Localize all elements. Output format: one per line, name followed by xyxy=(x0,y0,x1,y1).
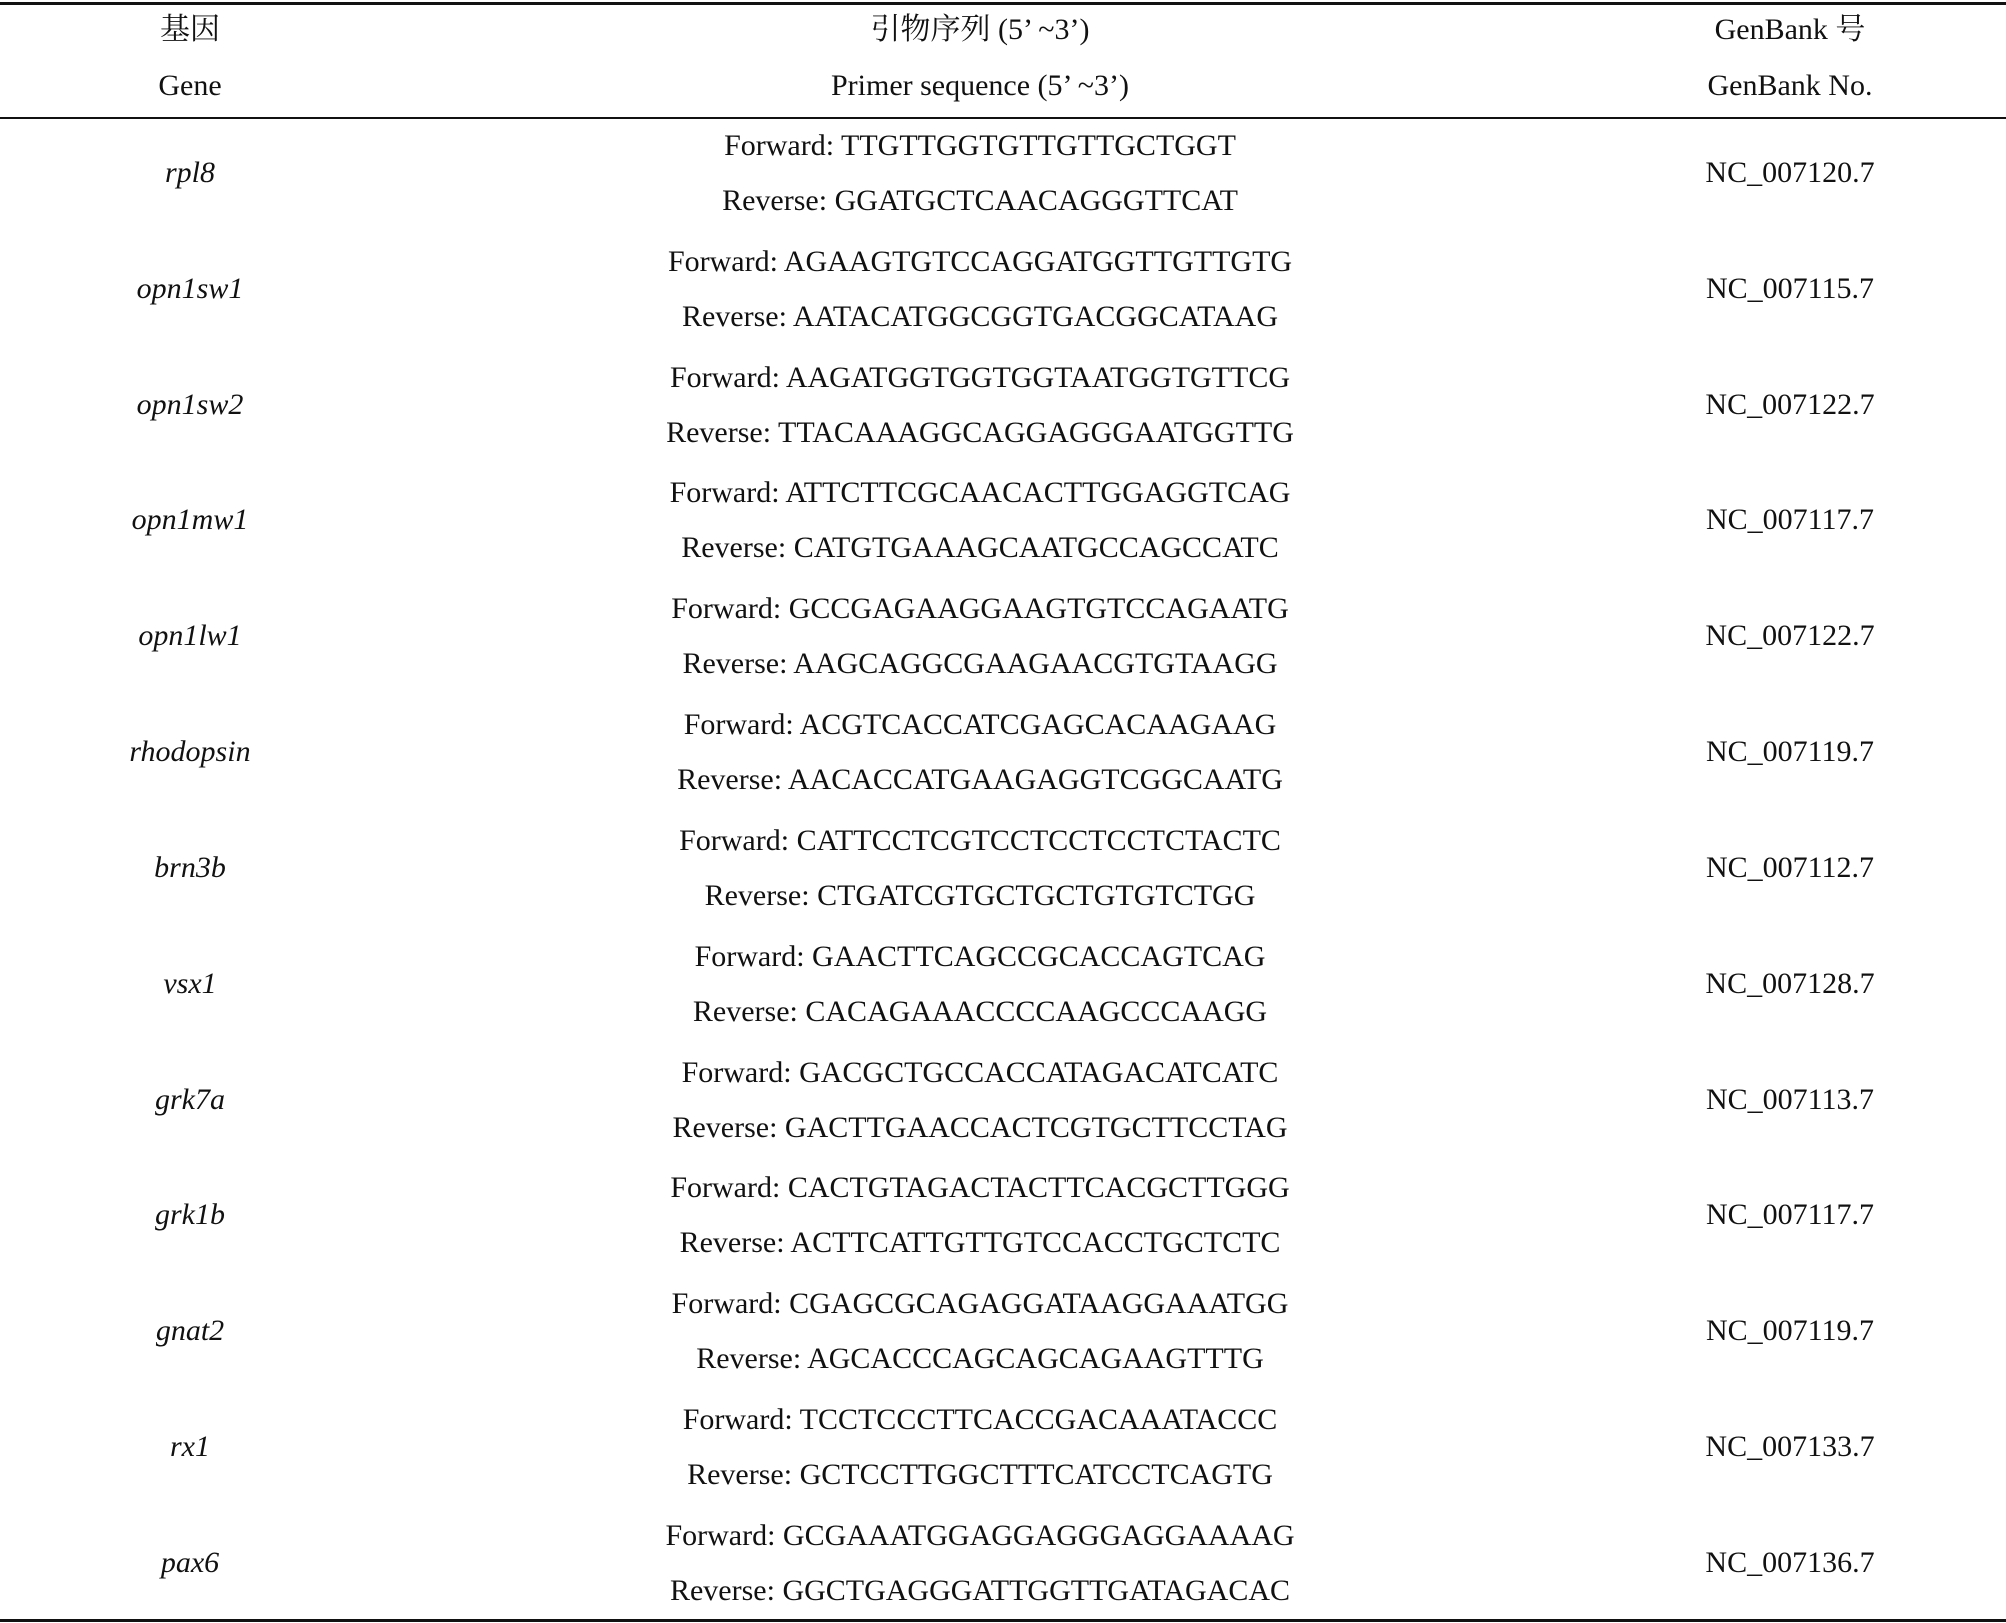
reverse-primer-cell xyxy=(500,415,1460,451)
forward-primer-cell xyxy=(500,1402,1460,1438)
forward-primer-cell xyxy=(500,1170,1460,1206)
reverse-sequence: GACTTGAACCACTCGTGCTTCCTAG xyxy=(784,1110,1288,1144)
reverse-label: Reverse: xyxy=(666,415,772,449)
forward-sequence: CGAGCGCAGAGGATAAGGAAATGG xyxy=(789,1287,1289,1321)
header-genbank-cn: GenBank 号 xyxy=(1714,13,1866,46)
forward-primer-cell xyxy=(500,1518,1460,1554)
genbank-accession-cell: NC_007133.7 xyxy=(1705,1430,1875,1464)
header-genbank-en: GenBank No. xyxy=(1707,69,1873,102)
reverse-primer-cell xyxy=(500,1341,1460,1377)
forward-label: Forward: xyxy=(669,360,780,394)
gene-name-cell: rpl8 xyxy=(164,156,215,189)
reverse-primer-cell xyxy=(500,1457,1460,1493)
reverse-primer-cell xyxy=(500,994,1460,1030)
reverse-sequence: ACTTCATTGTTGTCCACCTGCTCTC xyxy=(790,1226,1281,1260)
reverse-sequence: GGATGCTCAACAGGGTTCAT xyxy=(834,184,1238,217)
reverse-primer-cell xyxy=(500,1573,1460,1609)
forward-primer-cell xyxy=(500,939,1460,975)
reverse-label: Reverse: xyxy=(687,1458,793,1492)
table-bottom-rule xyxy=(0,1619,2006,1622)
gene-name-cell: grk1b xyxy=(155,1198,225,1232)
header-primer-en: Primer sequence (5’ ~3’) xyxy=(830,69,1130,102)
gene-name-cell: gnat2 xyxy=(155,1314,225,1348)
forward-label: Forward: xyxy=(665,1518,776,1552)
forward-primer-cell xyxy=(500,475,1460,511)
genbank-accession-cell: NC_007122.7 xyxy=(1705,387,1875,421)
reverse-label: Reverse: xyxy=(681,531,787,565)
genbank-accession-cell: NC_007117.7 xyxy=(1705,503,1875,537)
forward-label: Forward: xyxy=(681,1055,792,1089)
forward-sequence: AAGATGGTGGTGGTAATGGTGTTCG xyxy=(785,360,1291,394)
forward-sequence: TTGTTGGTGTTGTTGCTGGT xyxy=(841,129,1236,162)
genbank-accession-cell: NC_007117.7 xyxy=(1705,1198,1875,1232)
forward-sequence: GAACTTCAGCCGCACCAGTCAG xyxy=(812,939,1266,973)
forward-primer-cell xyxy=(500,1286,1460,1322)
forward-sequence: CACTGTAGACTACTTCACGCTTGGG xyxy=(787,1171,1290,1205)
reverse-sequence: TTACAAAGGCAGGAGGGAATGGTTG xyxy=(778,415,1294,449)
reverse-sequence: AAGCAGGCGAAGAACGTGTAAGG xyxy=(793,647,1278,681)
forward-label: Forward: xyxy=(670,1171,781,1205)
forward-sequence: TCCTCCCTTCACCGACAAATACCC xyxy=(799,1403,1278,1437)
genbank-accession-cell: NC_007119.7 xyxy=(1705,1314,1875,1348)
forward-primer-cell xyxy=(500,244,1460,280)
forward-primer-cell xyxy=(500,360,1460,396)
forward-label: Forward: xyxy=(667,244,778,278)
table-header-rule xyxy=(0,117,2006,119)
reverse-label: Reverse: xyxy=(672,1110,778,1144)
gene-name-cell: vsx1 xyxy=(163,966,217,1000)
forward-label: Forward: xyxy=(669,476,780,510)
reverse-sequence: CATGTGAAAGCAATGCCAGCCATC xyxy=(793,531,1279,565)
gene-name-cell: grk7a xyxy=(155,1082,225,1116)
forward-label: Forward: xyxy=(694,939,805,973)
reverse-label: Reverse: xyxy=(681,299,787,333)
reverse-primer-cell xyxy=(500,1225,1460,1261)
forward-label: Forward: xyxy=(671,592,782,626)
forward-primer-cell xyxy=(500,591,1460,627)
reverse-label: Reverse: xyxy=(704,878,810,912)
reverse-label: Reverse: xyxy=(696,1342,802,1376)
forward-sequence: ACGTCACCATCGAGCACAAGAAG xyxy=(799,708,1277,742)
forward-sequence: GCGAAATGGAGGAGGGAGGAAAAG xyxy=(782,1518,1295,1552)
forward-label: Forward: xyxy=(683,708,794,742)
gene-name-cell: opn1mw1 xyxy=(131,503,249,537)
forward-sequence: AGAAGTGTCCAGGATGGTTGTTGTG xyxy=(783,244,1293,278)
reverse-primer-cell xyxy=(500,878,1460,914)
genbank-accession-cell: NC_007120.7 xyxy=(1705,156,1875,189)
reverse-sequence: GCTCCTTGGCTTTCATCCTCAGTG xyxy=(799,1458,1273,1492)
header-gene-en: Gene xyxy=(158,69,222,102)
forward-primer-cell xyxy=(500,128,1460,164)
gene-name-cell: opn1sw1 xyxy=(136,271,244,305)
genbank-accession-cell: NC_007113.7 xyxy=(1705,1082,1875,1116)
forward-primer-cell xyxy=(500,707,1460,743)
reverse-primer-cell xyxy=(500,299,1460,335)
genbank-accession-cell: NC_007112.7 xyxy=(1705,850,1875,884)
reverse-label: Reverse: xyxy=(677,763,783,797)
table-top-rule xyxy=(0,2,2006,5)
reverse-primer-cell xyxy=(500,530,1460,566)
genbank-accession-cell: NC_007122.7 xyxy=(1705,619,1875,653)
reverse-primer-cell xyxy=(500,1110,1460,1146)
gene-name-cell: pax6 xyxy=(160,1545,220,1579)
forward-sequence: GACGCTGCCACCATAGACATCATC xyxy=(799,1055,1279,1089)
reverse-label: Reverse: xyxy=(692,994,798,1028)
header-primer-cn: 引物序列 (5’ ~3’) xyxy=(870,13,1090,46)
header-gene-cn: 基因 xyxy=(160,13,220,46)
genbank-accession-cell: NC_007119.7 xyxy=(1705,735,1875,769)
genbank-accession-cell: NC_007136.7 xyxy=(1705,1545,1875,1579)
reverse-sequence: AACACCATGAAGAGGTCGGCAATG xyxy=(787,763,1283,797)
gene-name-cell: opn1sw2 xyxy=(136,387,244,421)
reverse-sequence: AGCACCCAGCAGCAGAAGTTTG xyxy=(807,1342,1264,1376)
reverse-primer-cell xyxy=(500,183,1460,219)
reverse-sequence: GGCTGAGGGATTGGTTGATAGACAC xyxy=(782,1573,1291,1607)
reverse-primer-cell xyxy=(500,646,1460,682)
forward-label: Forward: xyxy=(679,823,790,857)
reverse-sequence: CTGATCGTGCTGCTGTGTCTGG xyxy=(817,878,1256,912)
gene-name-cell: brn3b xyxy=(154,850,226,884)
reverse-label: Reverse: xyxy=(722,184,828,217)
reverse-label: Reverse: xyxy=(679,1226,785,1260)
forward-label: Forward: xyxy=(671,1287,782,1321)
gene-name-cell: opn1lw1 xyxy=(138,619,242,653)
forward-sequence: CATTCCTCGTCCTCCTCCTCTACTC xyxy=(796,823,1281,857)
reverse-label: Reverse: xyxy=(669,1573,775,1607)
forward-primer-cell xyxy=(500,1055,1460,1091)
forward-sequence: ATTCTTCGCAACACTTGGAGGTCAG xyxy=(785,476,1291,510)
forward-label: Forward: xyxy=(682,1403,793,1437)
reverse-sequence: CACAGAAACCCCAAGCCCAAGG xyxy=(805,994,1268,1028)
genbank-accession-cell: NC_007128.7 xyxy=(1705,966,1875,1000)
reverse-sequence: AATACATGGCGGTGACGGCATAAG xyxy=(792,299,1279,333)
gene-name-cell: rx1 xyxy=(170,1430,210,1464)
reverse-label: Reverse: xyxy=(682,647,788,681)
genbank-accession-cell: NC_007115.7 xyxy=(1705,271,1875,305)
forward-label: Forward: xyxy=(724,129,835,162)
forward-primer-cell xyxy=(500,823,1460,859)
forward-sequence: GCCGAGAAGGAAGTGTCCAGAATG xyxy=(788,592,1289,626)
reverse-primer-cell xyxy=(500,762,1460,798)
gene-name-cell: rhodopsin xyxy=(129,735,251,769)
